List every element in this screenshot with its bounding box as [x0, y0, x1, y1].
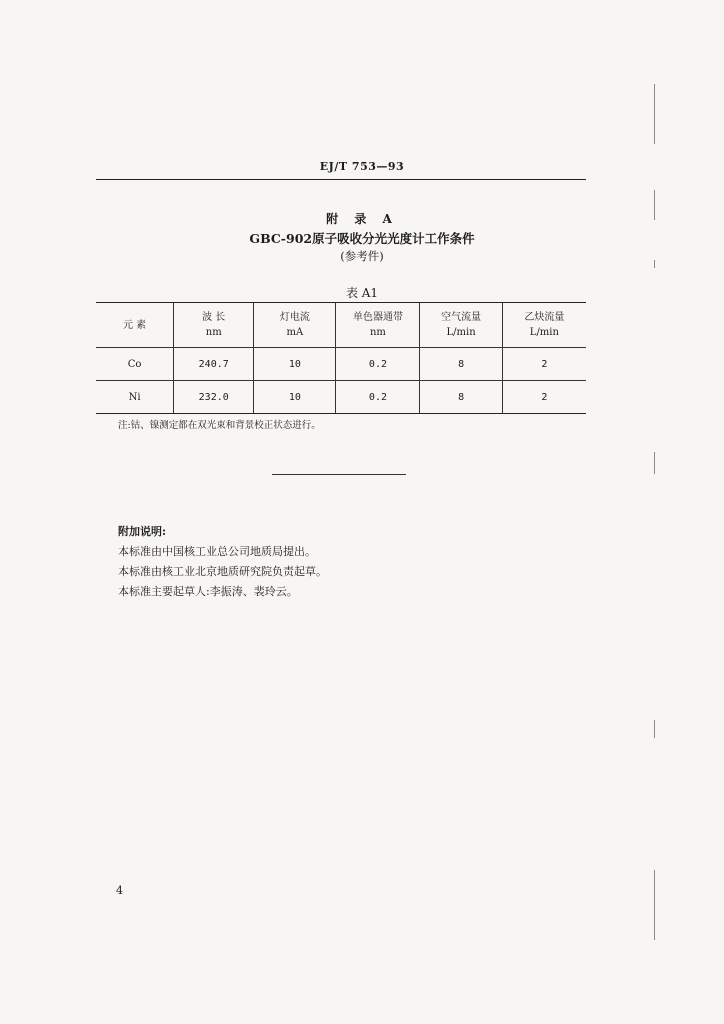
appendix-subtitle: (参考件)	[340, 249, 384, 263]
cell-lamp-current: 10	[254, 348, 336, 381]
header-unit: mA	[286, 327, 304, 338]
header-unit: nm	[369, 327, 386, 338]
table-note: 注:钴、镍测定都在双光束和背景校正状态进行。	[118, 420, 321, 431]
header-label: 灯电流	[279, 312, 310, 323]
header-label: 元 素	[122, 319, 147, 331]
header-air-flow	[420, 303, 502, 348]
header-bandpass	[336, 303, 420, 348]
additional-note-line: 本标准由核工业北京地质研究院负责起草。	[118, 565, 327, 578]
section-separator	[272, 474, 406, 475]
header-label: 乙炔流量	[524, 312, 565, 323]
header-label: 单色器通带	[352, 312, 403, 323]
cell-wavelength: 232.0	[174, 381, 254, 414]
header-lamp-current	[254, 303, 336, 348]
cell-element: Co	[127, 358, 142, 370]
header-unit: L/min	[529, 327, 559, 338]
header-acetylene-flow	[502, 303, 586, 348]
page-number: 4	[116, 884, 123, 897]
table-row	[96, 348, 586, 381]
cell-bandpass: 0.2	[336, 348, 420, 381]
header-rule	[96, 179, 586, 180]
cell-lamp-current: 10	[254, 381, 336, 414]
additional-note-line: 本标准主要起草人:李振涛、裴玲云。	[118, 585, 298, 598]
table-header-row	[96, 303, 586, 348]
additional-notes-heading: 附加说明:	[118, 525, 167, 538]
header-unit: nm	[205, 327, 222, 338]
working-conditions-table	[96, 302, 586, 414]
scan-margin-marks	[650, 80, 660, 940]
header-label: 波 长	[202, 312, 226, 323]
cell-air-flow: 8	[420, 381, 502, 414]
header-unit: L/min	[446, 327, 476, 338]
table-caption: 表 A1	[345, 286, 379, 300]
cell-element: Ni	[128, 391, 141, 403]
cell-wavelength: 240.7	[174, 348, 254, 381]
standard-code: EJ/T 753—93	[319, 160, 405, 173]
header-wavelength	[174, 303, 254, 348]
cell-acetylene-flow: 2	[502, 381, 586, 414]
table-row	[96, 381, 586, 414]
appendix-title: GBC-902原子吸收分光光度计工作条件	[249, 231, 475, 246]
cell-air-flow: 8	[420, 348, 502, 381]
cell-acetylene-flow: 2	[502, 348, 586, 381]
additional-note-line: 本标准由中国核工业总公司地质局提出。	[118, 545, 316, 558]
header-label: 空气流量	[441, 312, 482, 323]
appendix-label: 附 录 A	[326, 212, 398, 226]
cell-bandpass: 0.2	[336, 381, 420, 414]
header-element	[96, 303, 174, 348]
